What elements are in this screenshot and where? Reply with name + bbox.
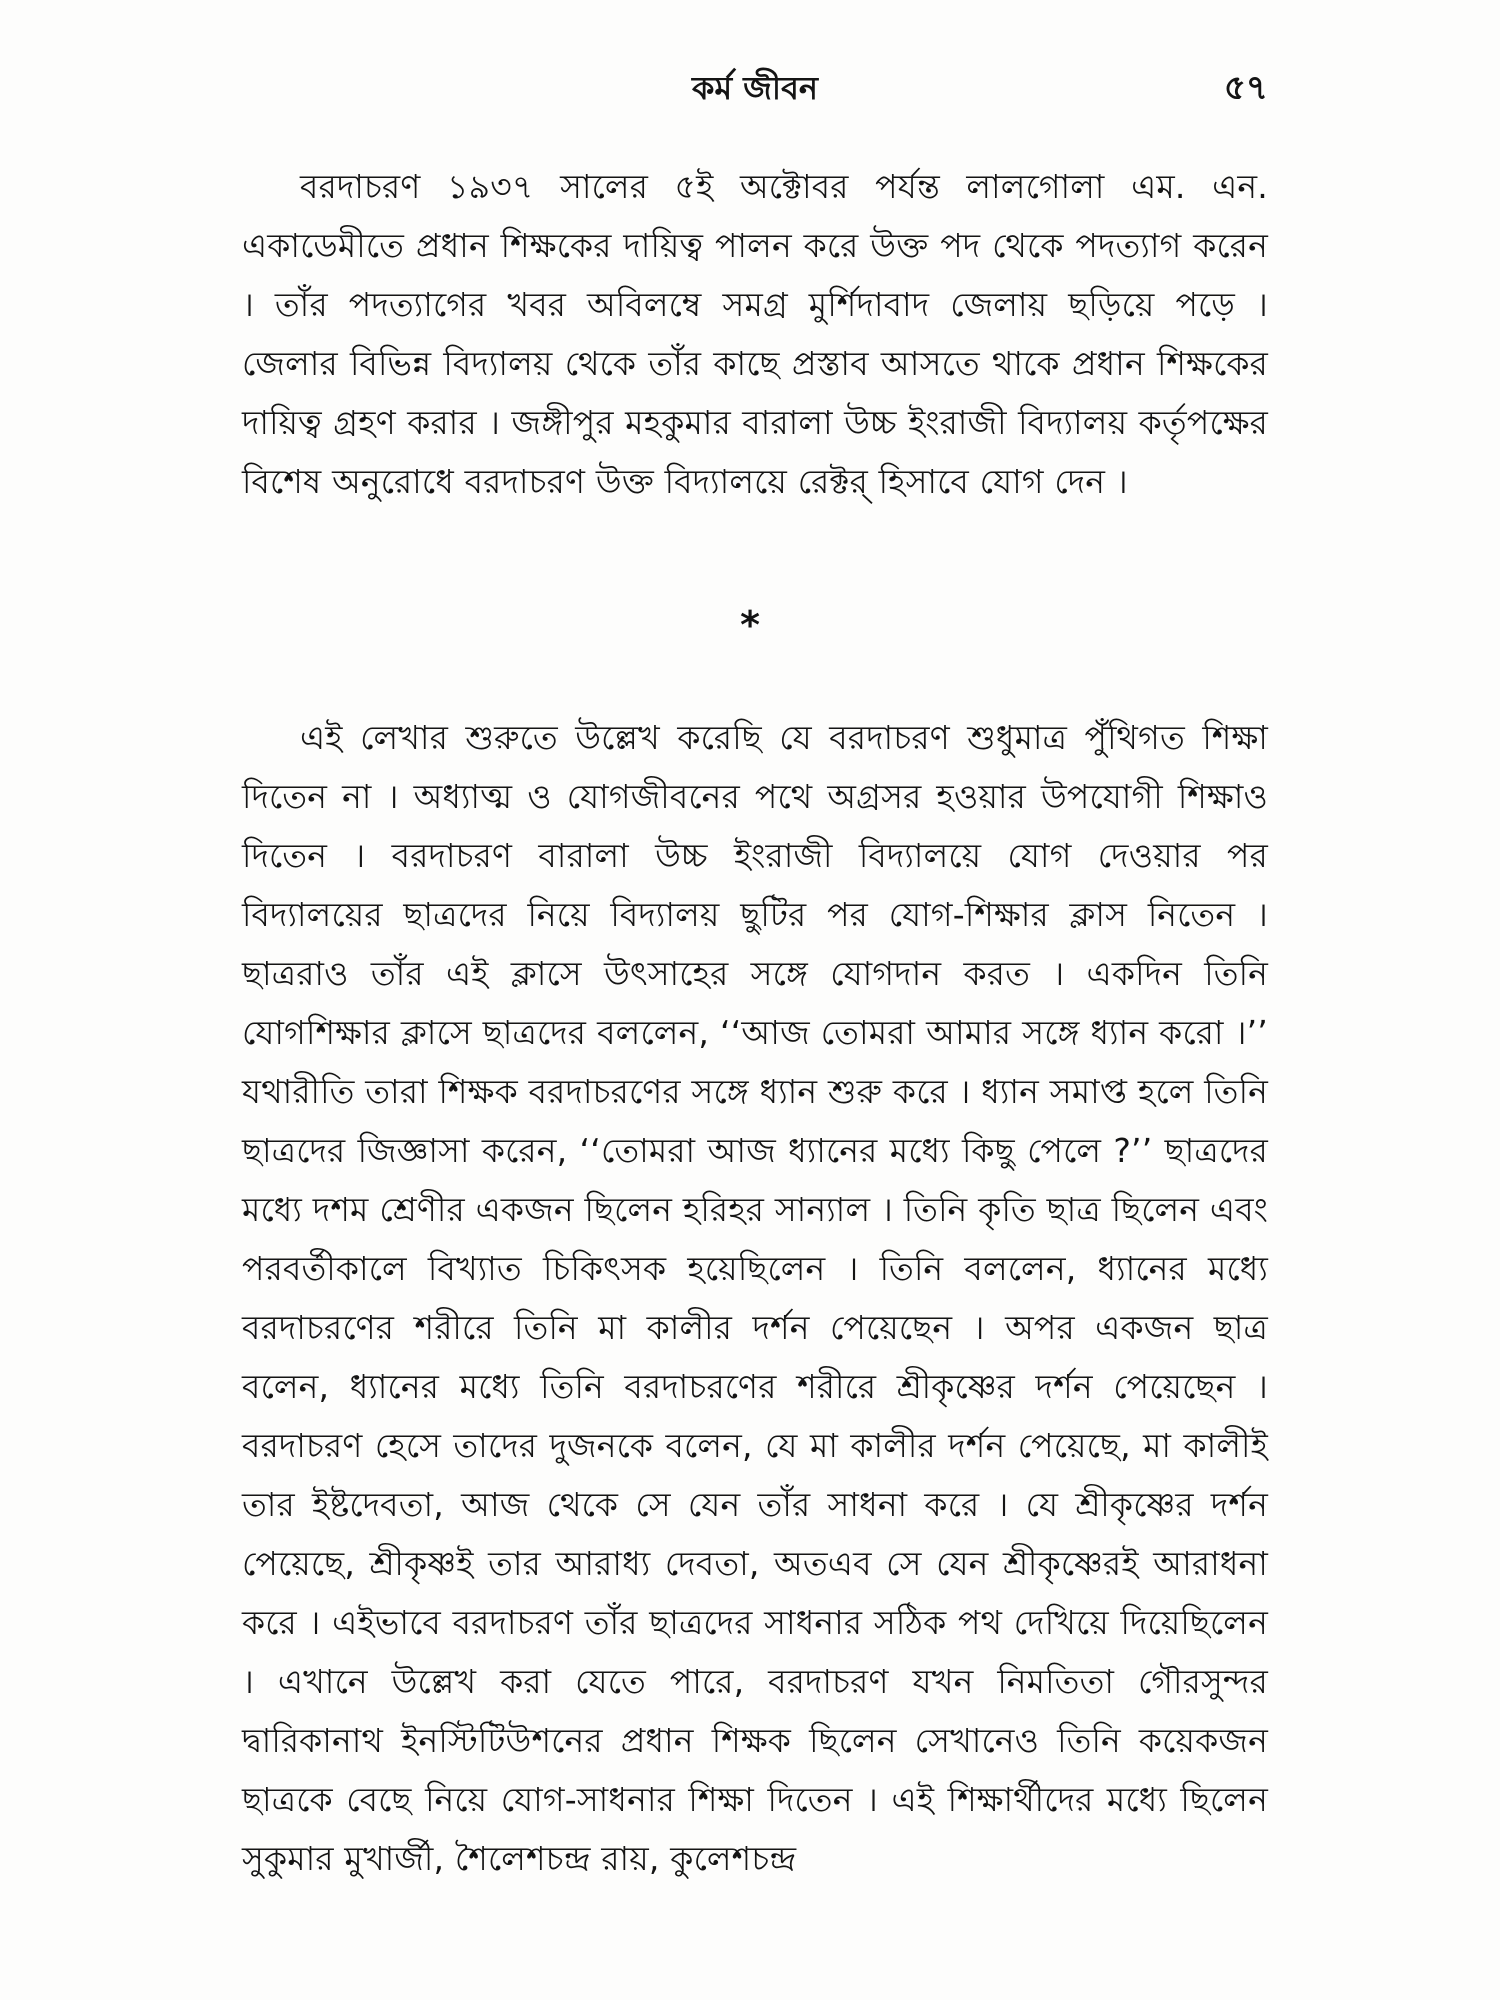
paragraph-1: বরদাচরণ ১৯৩৭ সালের ৫ই অক্টোবর পর্যন্ত লালগোলা এম. এন. একাডেমীতে প্রধান শিক্ষকের দায়িত্ব পালন করে উক্ত পদ থেকে পদত্যাগ করেন । তাঁর পদত্যাগের খবর অবিলম্বে সমগ্র মুর্শিদাবাদ জেলায় ছড়িয়ে পড়ে । জেলার বিভিন্ন বিদ্যালয় থেকে তাঁর কাছে প্রস্তাব আসতে থাকে প্রধান শিক্ষকের দায়িত্ব গ্রহণ করার । জঙ্গীপুর মহকুমার বারালা উচ্চ ইংরাজী বিদ্যালয় কর্তৃপক্ষের বিশেষ অনুরোধে বরদাচরণ উক্ত বিদ্যালয়ে রেক্টর্ হিসাবে যোগ দেন । bbox=[242, 167, 1268, 501]
page-number: ৫৭ bbox=[1223, 68, 1268, 108]
running-title: কর্ম জীবন bbox=[692, 69, 818, 107]
paragraph-2: এই লেখার শুরুতে উল্লেখ করেছি যে বরদাচরণ শুধুমাত্র পুঁথিগত শিক্ষা দিতেন না । অধ্যাত্ম ও যোগজীবনের পথে অগ্রসর হওয়ার উপযোগী শিক্ষাও দিতেন । বরদাচরণ বারালা উচ্চ ইংরাজী বিদ্যালয়ে যোগ দেওয়ার পর বিদ্যালয়ের ছাত্রদের নিয়ে বিদ্যালয় ছুটির পর যোগ-শিক্ষার ক্লাস নিতেন । ছাত্ররাও তাঁর এই ক্লাসে উৎসাহের সঙ্গে যোগদান করত । একদিন তিনি যোগশিক্ষার ক্লাসে ছাত্রদের বললেন, ‘‘আজ তোমরা আমার সঙ্গে ধ্যান করো ।’’ যথারীতি তারা শিক্ষক বরদাচরণের সঙ্গে ধ্যান শুরু করে । ধ্যান সমাপ্ত হলে তিনি ছাত্রদের জিজ্ঞাসা করেন, ‘‘তোমরা আজ ধ্যানের মধ্যে কিছু পেলে ?’’ ছাত্রদের মধ্যে দশম শ্রেণীর একজন ছিলেন হরিহর সান্যাল । তিনি কৃতি ছাত্র ছিলেন এবং পরবর্তীকালে বিখ্যাত চিকিৎসক হয়েছিলেন । তিনি বললেন, ধ্যানের মধ্যে বরদাচরণের শরীরে তিনি মা কালীর দর্শন পেয়েছেন । অপর একজন ছাত্র বলেন, ধ্যানের মধ্যে তিনি বরদাচরণের শরীরে শ্রীকৃষ্ণের দর্শন পেয়েছেন । বরদাচরণ হেসে তাদের দুজনকে বলেন, যে মা কালীর দর্শন পেয়েছে, মা কালীই তার ইষ্টদেবতা, আজ থেকে সে যেন তাঁর সাধনা করে । যে শ্রীকৃষ্ণের দর্শন পেয়েছে, শ্রীকৃষ্ণই তার আরাধ্য দেবতা, অতএব সে যেন শ্রীকৃষ্ণেরই আরাধনা করে । এইভাবে বরদাচরণ তাঁর ছাত্রদের সাধনার সঠিক পথ দেখিয়ে দিয়েছিলেন । এখানে উল্লেখ করা যেতে পারে, বরদাচরণ যখন নিমতিতা গৌরসুন্দর দ্বারিকানাথ ইনস্টিটিউশনের প্রধান শিক্ষক ছিলেন সেখানেও তিনি কয়েকজন ছাত্রকে বেছে নিয়ে যোগ-সাধনার শিক্ষা দিতেন । এই শিক্ষার্থীদের মধ্যে ছিলেন সুকুমার মুখার্জী, শৈলেশচন্দ্র রায়, কুলেশচন্দ্র bbox=[242, 718, 1268, 1878]
page-header bbox=[242, 58, 1268, 118]
section-separator: * bbox=[740, 603, 760, 647]
